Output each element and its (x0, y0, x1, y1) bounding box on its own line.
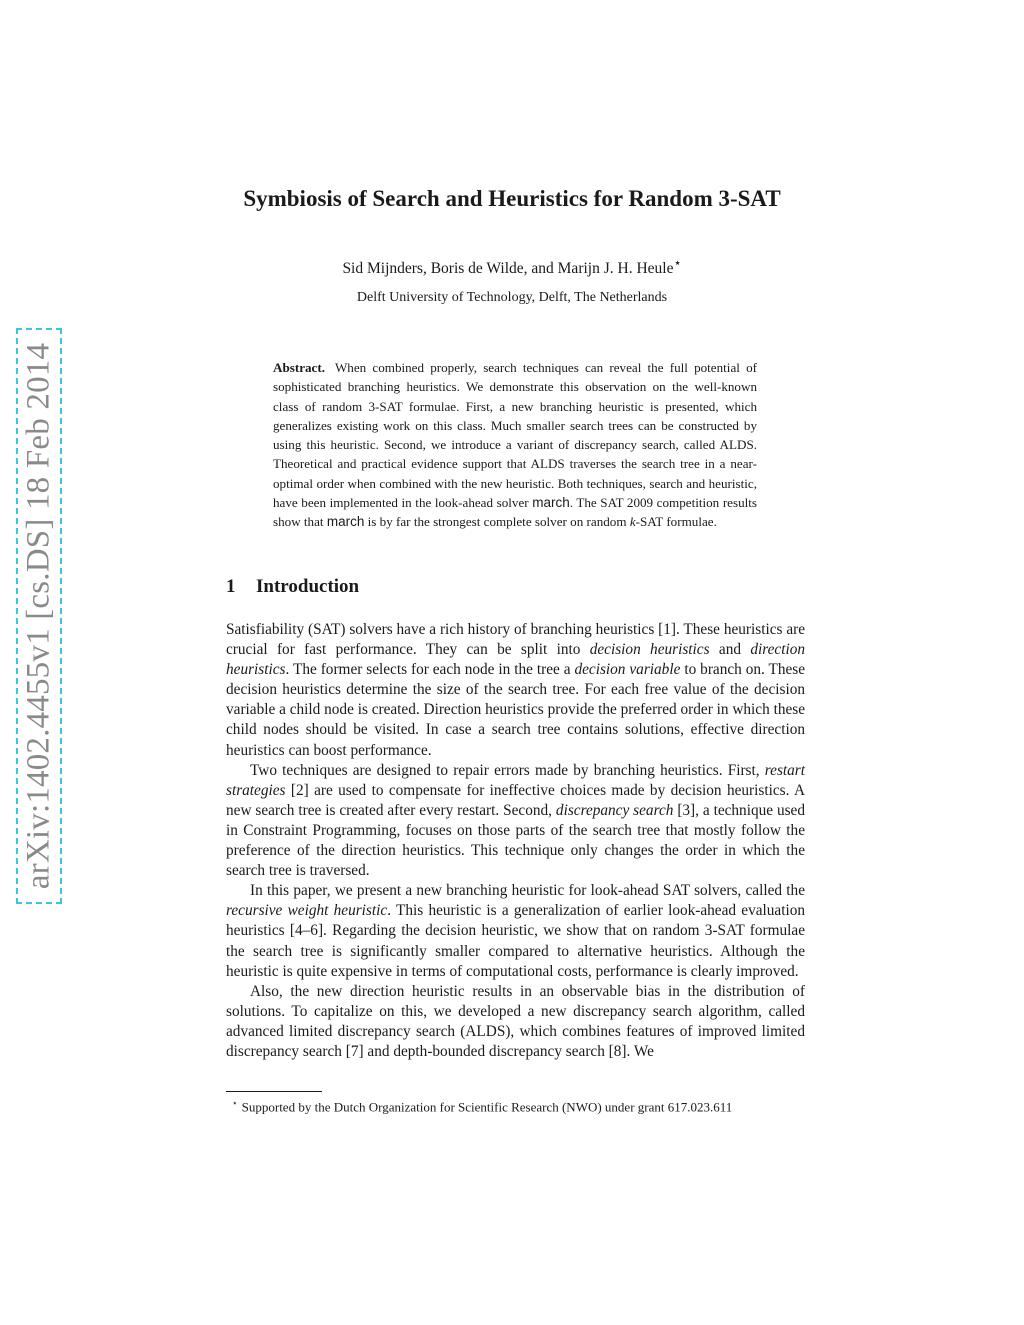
intro-paragraph-3 (226, 881, 805, 981)
intro-paragraph-1 (226, 620, 805, 761)
abstract-text-1: When combined properly, search techniques can reveal the full potential of sophisticated branching heuristics. We demonstrate this observation on the well-known class of random 3-SAT formulae. First, a new branching heuristic is presented, which generalizes existing work on this class. Much smaller search trees can be constructed by using this heuristic. Second, we introduce a variant of discrepancy search, called ALDS. Theoretical and practical evidence support that ALDS traverses the search tree in a near-optimal order when combined with the new heuristic. Both techniques, search and heuristic, have been implemented in the look-ahead solver (273, 360, 757, 511)
section-heading (226, 576, 359, 598)
solver-name: march (532, 495, 570, 511)
emphasis: decision variable (574, 661, 681, 679)
text-run: In this paper, we present a new branching heuristic for look-ahead SAT solvers, called the (250, 882, 805, 900)
abstract (273, 358, 757, 532)
intro-body (226, 620, 805, 1062)
arxiv-stamp-text: arXiv:1402.4455v1 [cs.DS] 18 Feb 2014 (20, 342, 57, 890)
k-variable: k (629, 514, 636, 530)
text-run: . This heuristic is a generalization of earlier look-ahead evaluation heuristics [4–6]. Regarding the decision heuristic, we show that on random 3-SAT formulae the search tree is significantly smaller compared to alternative heuristics. Although the heuristic is quite expensive in terms of computational costs, performance is clearly improved. (226, 902, 805, 980)
footnote (232, 1098, 732, 1115)
footnote-text: Supported by the Dutch Organization for Scientific Research (NWO) under grant 617.023.611 (241, 1099, 733, 1115)
text-run: to branch on. These decision heuristics determine the size of the search tree. For each free value of the decision variable a child node is created. Direction heuristics provide the preferred order in which these child nodes should be visited. In case a search tree contains solutions, effective direction heuristics can boost performance. (226, 661, 806, 759)
section-number: 1 (226, 576, 236, 597)
abstract-text-3: is by far the strongest complete solver on random (367, 514, 627, 530)
text-run: . The former selects for each node in the tree a (285, 661, 571, 679)
affiliation: Delft University of Technology, Delft, The Netherlands (356, 290, 668, 305)
footnote-rule (226, 1091, 322, 1092)
abstract-text-2: . The SAT 2009 competition results show that (273, 495, 757, 530)
text-run: Satisfiability (SAT) solvers have a rich history of branching heuristics [1]. These heuristics are crucial for fast performance. They can be split into (226, 621, 805, 659)
text-run: [3], a technique used in Constraint Programming, focuses on those parts of the search tree that mostly follow the preference of the direction heuristics. This technique only changes the order in which the search tree is traversed. (226, 801, 805, 880)
section-title: Introduction (256, 576, 360, 597)
emphasis: discrepancy search (555, 801, 674, 819)
emphasis: direction heuristics (226, 641, 806, 679)
author-footnote-mark: ⋆ (673, 255, 682, 270)
footnote-mark: ⋆ (232, 1098, 238, 1108)
arxiv-stamp (16, 328, 62, 904)
text-run: and (718, 641, 741, 659)
emphasis: decision heuristics (589, 641, 710, 659)
paper-title: Symbiosis of Search and Heuristics for Random 3-SAT (243, 186, 781, 211)
emphasis: restart strategies (226, 761, 806, 799)
emphasis: recursive weight heuristic (226, 902, 388, 920)
solver-name-2: march (326, 514, 365, 530)
intro-paragraph-4: Also, the new direction heuristic results in an observable bias in the distribution of solutions. To capitalize on this, we developed a new discrepancy search algorithm, called advanced limited discrepancy search (ALDS), which combines features of improved limited discrepancy search [7] and depth-bounded discrepancy search [8]. We (226, 982, 805, 1060)
text-run: [2] are used to compensate for ineffective choices made by decision heuristics. A new search tree is created after every restart. Second, (226, 781, 805, 819)
authors: Sid Mijnders, Boris de Wilde, and Marijn J. H. Heule (342, 260, 674, 278)
authors-line (0, 255, 1024, 278)
intro-paragraph-2 (226, 761, 805, 882)
abstract-text-4: -SAT formulae. (635, 514, 717, 530)
text-run: Two techniques are designed to repair errors made by branching heuristics. First, (250, 761, 760, 779)
abstract-label: Abstract. (273, 360, 325, 375)
